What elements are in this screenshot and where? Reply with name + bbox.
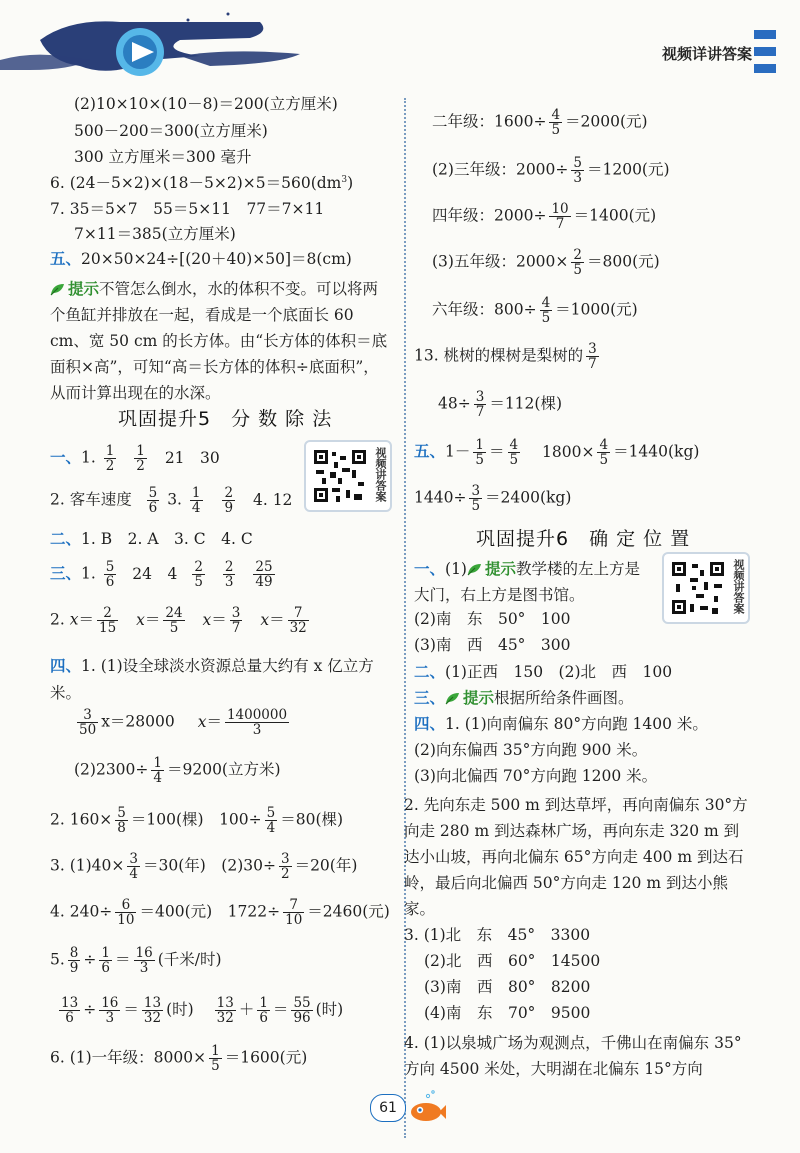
answer-line: 六年级：800÷ $\frac{4}{5}$ ＝1000(元) xyxy=(432,295,638,327)
hint-leaf-icon xyxy=(445,691,461,705)
answer-line: (3)向北偏西 70°方向跑 1200 米。 xyxy=(414,767,658,785)
answer-line: 四、1. (1)设全球淡水资源总量大约有 x 亿立方米。 xyxy=(50,656,374,702)
fraction: $\frac{24}{5}$ xyxy=(165,605,183,637)
answer-line: (2)北 西 60° 14500 xyxy=(424,952,601,970)
fraction: $\frac{2}{9}$ xyxy=(224,485,234,517)
fraction: $\frac{16}{3}$ xyxy=(101,995,119,1027)
answer-line: 4. 240÷ $\frac{6}{10}$ ＝400(元) 1722÷ $\frac{7}{10}$ ＝2460(元) xyxy=(50,897,390,929)
fraction: $\frac{3}{5}$ xyxy=(471,483,481,515)
answer-line: 6. $(24-5\times 2)\times(18-5\times 2)\times 5=560(dm^3)$ xyxy=(50,174,354,192)
fraction: $\frac{1}{6}$ xyxy=(259,995,268,1027)
fraction: $\frac{5}{4}$ xyxy=(266,805,276,837)
answer-line: 二、1. B 2. A 3. C 4. C xyxy=(50,529,253,548)
answer-line: 7. 35＝5×7 55＝5×11 77＝7×11 xyxy=(50,200,325,218)
answer-line: 3. (1)40× $\frac{3}{4}$ ＝30(年) (2)30÷ $\frac{3}{2}$ ＝20(年) xyxy=(50,851,358,883)
column-divider xyxy=(404,98,406,1138)
fraction: $\frac{3}{2}$ xyxy=(280,851,290,883)
fraction: $\frac{16}{3}$ xyxy=(135,945,153,977)
fraction: $\frac{3}{7}$ xyxy=(231,605,241,637)
fraction: $\frac{1}{6}$ xyxy=(101,945,110,977)
answer-line: (3)南 西 80° 8200 xyxy=(424,978,591,996)
answer-line: $\frac{3}{50}$ x＝28000 x＝ $\frac{1400000}{3}$ xyxy=(79,707,288,739)
answer-line: 三、1. $\frac{5}{6}$ 24 4 $\frac{2}{5}$ $\frac{2}{3}$ $\frac{25}{49}$ xyxy=(50,559,273,591)
header-bars-decoration xyxy=(752,22,778,82)
video-qr-code[interactable] xyxy=(662,552,750,624)
fraction: $\frac{1400000}{3}$ xyxy=(226,707,288,739)
answer-line: 1440÷ $\frac{3}{5}$ ＝2400(kg) xyxy=(414,483,572,515)
fraction: $\frac{2}{5}$ xyxy=(194,559,203,591)
answer-line: $\frac{13}{6}$ ÷ $\frac{16}{3}$ ＝ $\frac{13}{32}$ (时) $\frac{13}{32}$ ＋ $\frac{1}{6}$ ＝ $\frac{55}{96}$ (时) xyxy=(61,995,344,1027)
answer-line: 6. (1)一年级：8000× $\frac{1}{5}$ ＝1600(元) xyxy=(50,1043,308,1075)
fraction: $\frac{5}{6}$ xyxy=(148,485,158,517)
answer-line: (2)10×10×(10－8)＝200(立方厘米) xyxy=(74,95,338,113)
answer-line: 500－200＝300(立方厘米) xyxy=(74,122,268,140)
answer-line: 5. $\frac{8}{9}$ ÷ $\frac{1}{6}$ ＝ $\frac{16}{3}$ (千米/时) xyxy=(50,945,222,977)
answer-paragraph: 4. (1)以泉城广场为观测点，千佛山在南偏东 35°方向 4500 米处，大明湖在北偏东 15°方向 xyxy=(404,1034,742,1078)
fraction: $\frac{25}{49}$ xyxy=(255,559,273,591)
video-qr-code[interactable] xyxy=(304,440,392,512)
answer-line: (3)五年级：2000× $\frac{2}{5}$ ＝800(元) xyxy=(432,247,660,279)
answer-line: (2)南 东 50° 100 xyxy=(414,610,571,628)
answer-line: 13. 桃树的棵树是梨树的 $\frac{3}{7}$ xyxy=(414,341,597,373)
fraction: $\frac{4}{5}$ xyxy=(551,107,561,139)
fraction: $\frac{3}{4}$ xyxy=(129,851,138,883)
header-label: 视频详讲答案 xyxy=(661,45,752,63)
fraction: $\frac{4}{5}$ xyxy=(541,295,551,327)
hint-leaf-icon xyxy=(467,562,483,576)
answer-line: 2. 160× $\frac{5}{8}$ ＝100(棵) 100÷ $\frac{5}{4}$ ＝80(棵) xyxy=(50,805,344,837)
fraction: $\frac{7}{32}$ xyxy=(289,605,307,637)
hint-leaf-icon xyxy=(50,282,66,296)
fraction: $\frac{2}{15}$ xyxy=(99,605,117,637)
fraction: $\frac{55}{96}$ xyxy=(293,995,311,1027)
section-title-6: 巩固提升6 确 定 位 置 xyxy=(476,528,691,550)
fraction: $\frac{4}{5}$ xyxy=(509,437,519,469)
answer-paragraph: 2. 先向东走 500 m 到达草坪，再向南偏东 30°方向走 280 m 到达森林广场，再向东走 320 m 到达小山坡，再向北偏东 65°方向走 400 m 到达石岭，最后向北偏西 50°方向走 120 m 到达小熊家。 xyxy=(404,796,748,918)
fraction: $\frac{1}{5}$ xyxy=(475,437,484,469)
qr-caption: 视频讲答案 xyxy=(374,447,387,502)
fraction: $\frac{2}{3}$ xyxy=(224,559,234,591)
answer-line: 2. 客车速度 $\frac{5}{6}$ 3. $\frac{1}{4}$ $\frac{2}{9}$ 4. 12 xyxy=(50,485,293,517)
fraction: $\frac{1}{2}$ xyxy=(136,443,145,475)
answer-line: (2)三年级：2000÷ $\frac{5}{3}$ ＝1200(元) xyxy=(432,155,670,187)
fraction: $\frac{5}{6}$ xyxy=(105,559,115,591)
answer-line: 四、1. (1)向南偏东 80°方向跑 1400 米。 xyxy=(414,714,708,733)
fraction: $\frac{1}{5}$ xyxy=(211,1043,220,1075)
qr-code-icon xyxy=(312,448,368,504)
answer-line: 2. x＝ $\frac{2}{15}$ x＝ $\frac{24}{5}$ x＝ $\frac{3}{7}$ x＝ $\frac{7}{32}$ xyxy=(50,605,307,637)
fraction: $\frac{13}{32}$ xyxy=(216,995,234,1027)
fraction: $\frac{1}{2}$ xyxy=(105,443,115,475)
submarine-fish-icon xyxy=(406,1090,446,1124)
answer-line: (4)南 东 70° 9500 xyxy=(424,1004,591,1022)
fraction: $\frac{5}{3}$ xyxy=(573,155,582,187)
answer-line: 五、20×50×24÷[(20＋40)×50]＝8(cm) xyxy=(50,249,352,268)
answer-line: (2)向东偏西 35°方向跑 900 米。 xyxy=(414,741,648,759)
fraction: $\frac{13}{32}$ xyxy=(143,995,162,1027)
fraction: $\frac{4}{5}$ xyxy=(599,437,609,469)
answer-line: 7×11＝385(立方厘米) xyxy=(74,225,236,243)
fraction: $\frac{10}{7}$ xyxy=(551,201,569,233)
fraction: $\frac{5}{8}$ xyxy=(117,805,126,837)
fraction: $\frac{3}{7}$ xyxy=(475,389,485,421)
answer-line: 二、(1)正西 150 (2)北 西 100 xyxy=(414,662,673,681)
answer-line: 五、1－ $\frac{1}{5}$ ＝ $\frac{4}{5}$ 1800× $\frac{4}{5}$ ＝1440(kg) xyxy=(414,437,700,469)
page-number: 61 xyxy=(370,1094,406,1122)
fraction: $\frac{3}{50}$ xyxy=(79,707,97,739)
fraction: $\frac{8}{9}$ xyxy=(69,945,79,977)
answer-line: 四年级：2000÷ $\frac{10}{7}$ ＝1400(元) xyxy=(432,201,657,233)
answer-line: 二年级：1600÷ $\frac{4}{5}$ ＝2000(元) xyxy=(432,107,648,139)
qr-code-icon xyxy=(670,560,726,616)
fraction: $\frac{7}{10}$ xyxy=(285,897,303,929)
fraction: $\frac{2}{5}$ xyxy=(573,247,582,279)
answer-line: (2)2300÷ $\frac{1}{4}$ ＝9200(立方米) xyxy=(74,755,281,787)
answer-line: 300 立方厘米＝300 毫升 xyxy=(74,148,252,166)
fraction: $\frac{13}{6}$ xyxy=(61,995,79,1027)
fraction: $\frac{3}{7}$ xyxy=(588,341,597,373)
fraction: $\frac{1}{4}$ xyxy=(191,485,201,517)
answer-line: 三、 提示根据所给条件画图。 xyxy=(414,688,634,707)
answer-line: (3)南 西 45° 300 xyxy=(414,636,571,654)
answer-line: 48÷ $\frac{3}{7}$ ＝112(棵) xyxy=(438,389,562,421)
answer-line: 一、(1) 提示教学楼的左上方是大门，右上方是图书馆。 xyxy=(414,559,641,604)
hint-paragraph: 提示不管怎么倒水，水的体积不变。可以将两个鱼缸并排放在一起，看成是一个底面长 60 cm、宽 50 cm 的长方体。由“长方体的体积＝底面积×高”，可知“高＝长方体的体积÷底面积”，从而计算出现在的水深。 xyxy=(50,280,388,402)
section-title-5: 巩固提升5 分 数 除 法 xyxy=(118,408,333,430)
qr-caption: 视频讲答案 xyxy=(732,559,745,614)
answer-line: 一、1. $\frac{1}{2}$ $\frac{1}{2}$ 21 30 xyxy=(50,443,220,475)
answer-line: 3. (1)北 东 45° 3300 xyxy=(404,926,591,944)
fraction: $\frac{1}{4}$ xyxy=(153,755,162,787)
fraction: $\frac{6}{10}$ xyxy=(117,897,135,929)
